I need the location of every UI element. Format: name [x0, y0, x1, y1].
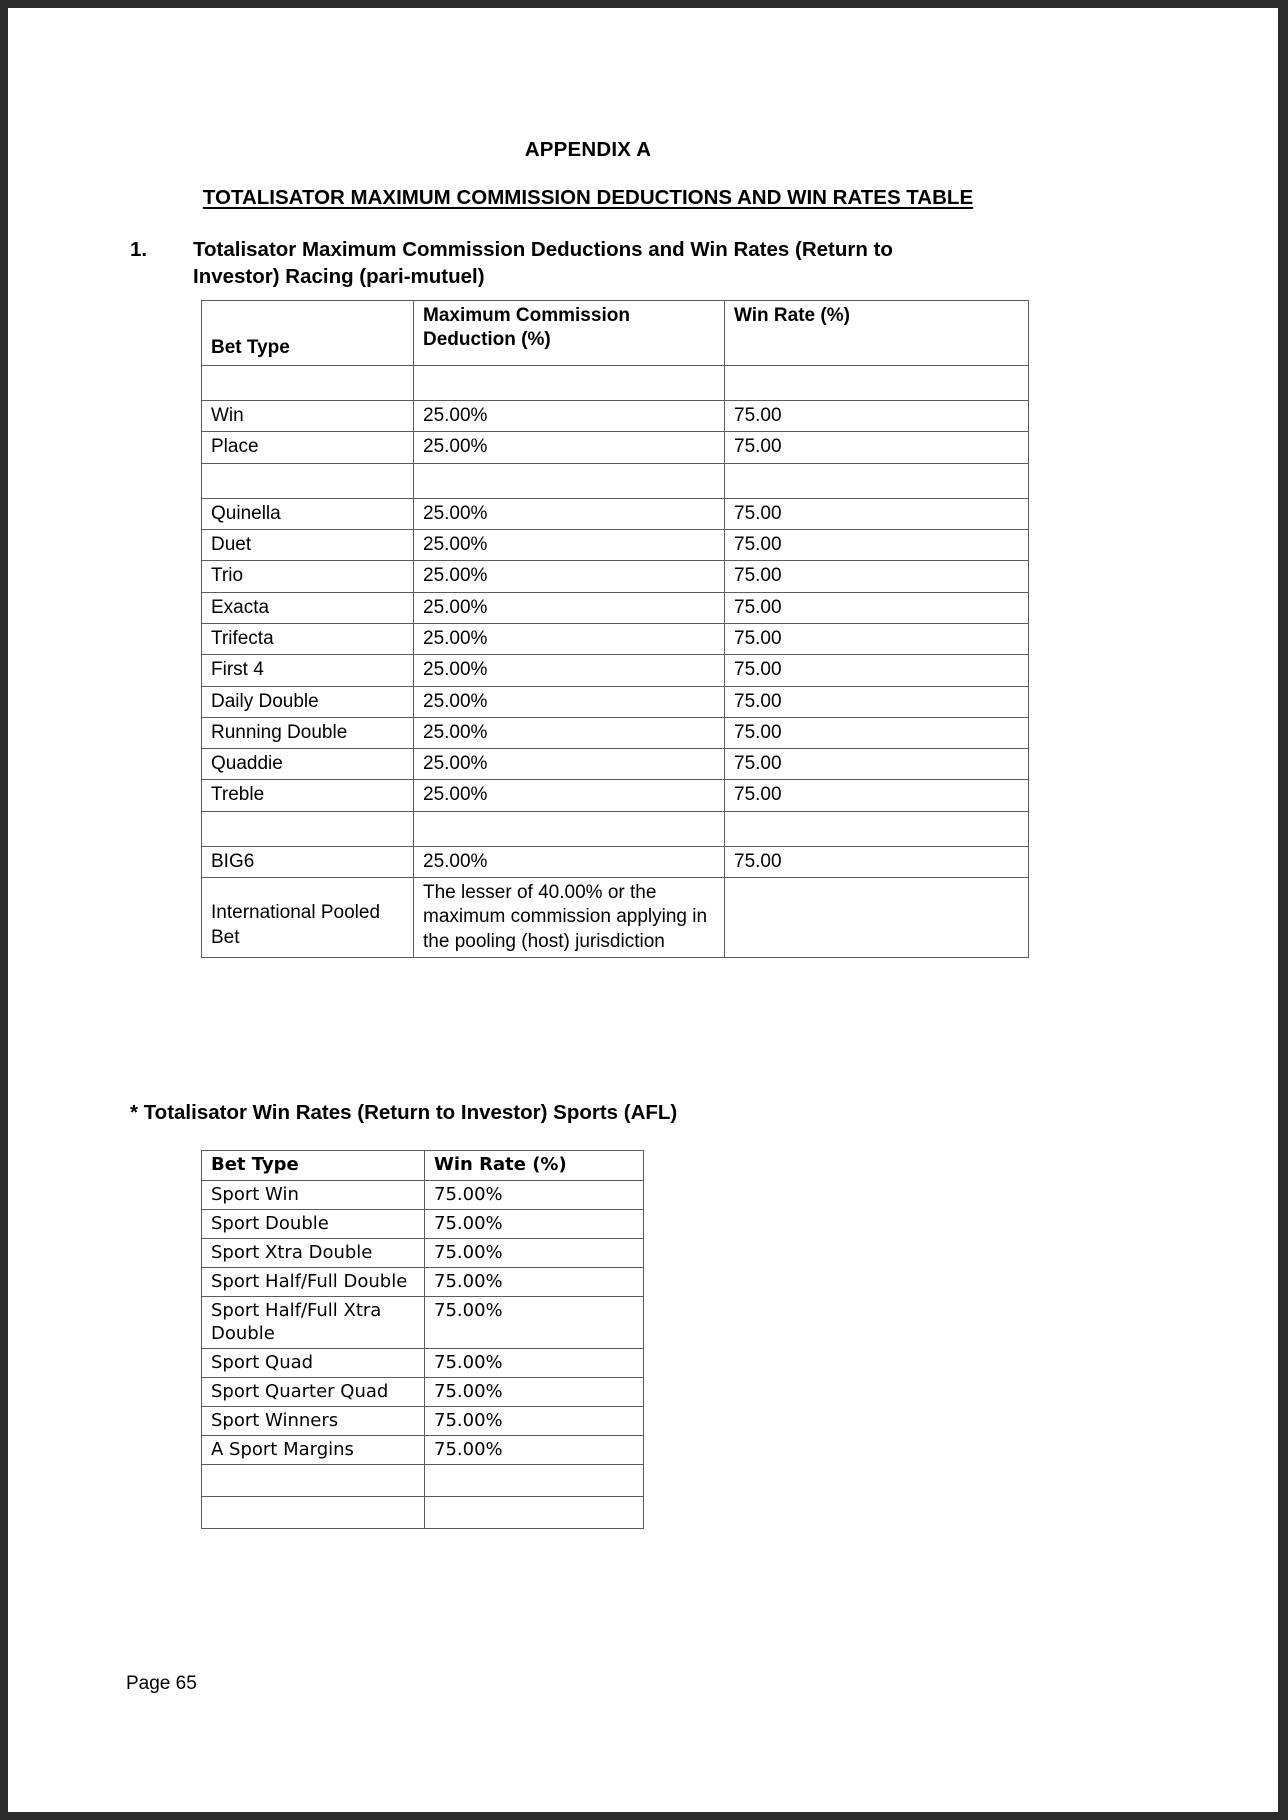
table-row	[202, 1297, 644, 1349]
section-star-heading: * Totalisator Win Rates (Return to Investor) Sports (AFL)	[130, 1101, 678, 1124]
table-cell: 75.00%	[425, 1378, 644, 1407]
table-row	[202, 1465, 644, 1497]
table-row	[202, 592, 1029, 623]
table-cell: 75.00%	[425, 1297, 644, 1349]
table-cell: 25.00%	[414, 780, 725, 811]
table-cell: Trio	[202, 561, 414, 592]
table-cell	[425, 1465, 644, 1497]
table-cell	[725, 463, 1029, 498]
table-cell: 75.00%	[425, 1268, 644, 1297]
table-row	[202, 529, 1029, 560]
table-cell: The lesser of 40.00% or the maximum commission applying in the pooling (host) jurisdiction	[414, 878, 725, 958]
table-cell: Sport Double	[202, 1210, 425, 1239]
table-row	[202, 432, 1029, 463]
page-footer: Page 65	[126, 1673, 197, 1694]
table-cell: 25.00%	[414, 846, 725, 877]
table-cell: 25.00%	[414, 561, 725, 592]
table-cell: 25.00%	[414, 623, 725, 654]
table-cell: 25.00%	[414, 529, 725, 560]
table-row	[202, 878, 1029, 958]
document-subtitle-text: TOTALISATOR MAXIMUM COMMISSION DEDUCTIONS AND WIN RATES TABLE	[202, 186, 974, 209]
racing-col-header-bet-type: Bet Type	[202, 301, 414, 366]
table-cell	[202, 1497, 425, 1529]
table-cell: 75.00	[725, 401, 1029, 432]
table-cell	[725, 811, 1029, 846]
table-row	[202, 366, 1029, 401]
table-cell	[414, 811, 725, 846]
table-row	[202, 1407, 644, 1436]
table-row	[202, 1181, 644, 1210]
table-cell	[414, 366, 725, 401]
table-row	[202, 686, 1029, 717]
table-cell: 25.00%	[414, 686, 725, 717]
table-cell: Sport Winners	[202, 1407, 425, 1436]
racing-col-header-win-rate: Win Rate (%)	[725, 301, 1029, 366]
table-cell: Sport Xtra Double	[202, 1239, 425, 1268]
table-cell: Sport Half/Full Double	[202, 1268, 425, 1297]
table-row	[202, 561, 1029, 592]
table-cell: Treble	[202, 780, 414, 811]
table-cell	[725, 366, 1029, 401]
table-header-row	[202, 1151, 644, 1181]
table-cell: BIG6	[202, 846, 414, 877]
table-cell: A Sport Margins	[202, 1436, 425, 1465]
table-row	[202, 811, 1029, 846]
table-row	[202, 623, 1029, 654]
table-cell: 75.00	[725, 780, 1029, 811]
appendix-title: APPENDIX A	[524, 138, 652, 161]
table-cell: 75.00	[725, 529, 1029, 560]
table-cell: 75.00	[725, 655, 1029, 686]
table-cell: 25.00%	[414, 717, 725, 748]
table-row	[202, 463, 1029, 498]
table-cell: Duet	[202, 529, 414, 560]
table-cell	[414, 463, 725, 498]
table-cell	[202, 1465, 425, 1497]
section-1-heading	[130, 236, 1030, 290]
table-cell: Quinella	[202, 498, 414, 529]
table-cell: 75.00	[725, 498, 1029, 529]
table-cell: 75.00	[725, 561, 1029, 592]
table-cell: Sport Win	[202, 1181, 425, 1210]
table-cell: 25.00%	[414, 749, 725, 780]
table-cell: 75.00%	[425, 1239, 644, 1268]
table-row	[202, 846, 1029, 877]
sports-win-rates-table	[201, 1150, 644, 1529]
table-cell	[202, 811, 414, 846]
table-row	[202, 1239, 644, 1268]
table-cell: Trifecta	[202, 623, 414, 654]
table-cell	[202, 463, 414, 498]
table-row	[202, 780, 1029, 811]
racing-commission-table	[201, 300, 1029, 958]
section-1-text: Totalisator Maximum Commission Deductions and Win Rates (Return to Investor) Racing (pari-mutuel)	[193, 238, 893, 289]
table-cell: Sport Quarter Quad	[202, 1378, 425, 1407]
table-cell: Sport Half/Full Xtra Double	[202, 1297, 425, 1349]
table-cell: Exacta	[202, 592, 414, 623]
table-cell	[725, 878, 1029, 958]
table-cell: 25.00%	[414, 592, 725, 623]
table-row	[202, 1268, 644, 1297]
table-cell: 75.00%	[425, 1210, 644, 1239]
table-cell	[425, 1497, 644, 1529]
table-cell: 75.00%	[425, 1436, 644, 1465]
document-subtitle	[8, 186, 1168, 210]
table-cell: 25.00%	[414, 655, 725, 686]
table-cell: 75.00%	[425, 1181, 644, 1210]
table-row	[202, 717, 1029, 748]
table-cell	[202, 366, 414, 401]
table-cell: 25.00%	[414, 498, 725, 529]
table-row	[202, 1378, 644, 1407]
table-cell: 25.00%	[414, 401, 725, 432]
table-row	[202, 749, 1029, 780]
table-row	[202, 1349, 644, 1378]
table-cell: Sport Quad	[202, 1349, 425, 1378]
sports-col-header-bet-type: Bet Type	[202, 1151, 425, 1181]
table-cell: 75.00	[725, 749, 1029, 780]
table-cell: 75.00%	[425, 1407, 644, 1436]
table-row	[202, 401, 1029, 432]
table-cell: 75.00	[725, 717, 1029, 748]
table-cell: International Pooled Bet	[202, 878, 414, 958]
table-cell: Quaddie	[202, 749, 414, 780]
table-cell: 75.00	[725, 432, 1029, 463]
document-page	[8, 8, 1278, 1812]
table-cell: Running Double	[202, 717, 414, 748]
table-row	[202, 1436, 644, 1465]
table-cell: 25.00%	[414, 432, 725, 463]
table-cell: 75.00	[725, 846, 1029, 877]
table-cell: 75.00	[725, 592, 1029, 623]
table-cell: 75.00	[725, 623, 1029, 654]
table-cell: Win	[202, 401, 414, 432]
table-cell: Place	[202, 432, 414, 463]
table-row	[202, 498, 1029, 529]
table-row	[202, 1210, 644, 1239]
table-cell: First 4	[202, 655, 414, 686]
section-1-number: 1.	[130, 238, 148, 261]
racing-col-header-max-commission: Maximum Commission Deduction (%)	[414, 301, 725, 366]
sports-col-header-win-rate: Win Rate (%)	[425, 1151, 644, 1181]
table-cell: 75.00	[725, 686, 1029, 717]
table-row	[202, 655, 1029, 686]
table-cell: 75.00%	[425, 1349, 644, 1378]
table-cell: Daily Double	[202, 686, 414, 717]
table-row	[202, 1497, 644, 1529]
table-header-row	[202, 301, 1029, 366]
